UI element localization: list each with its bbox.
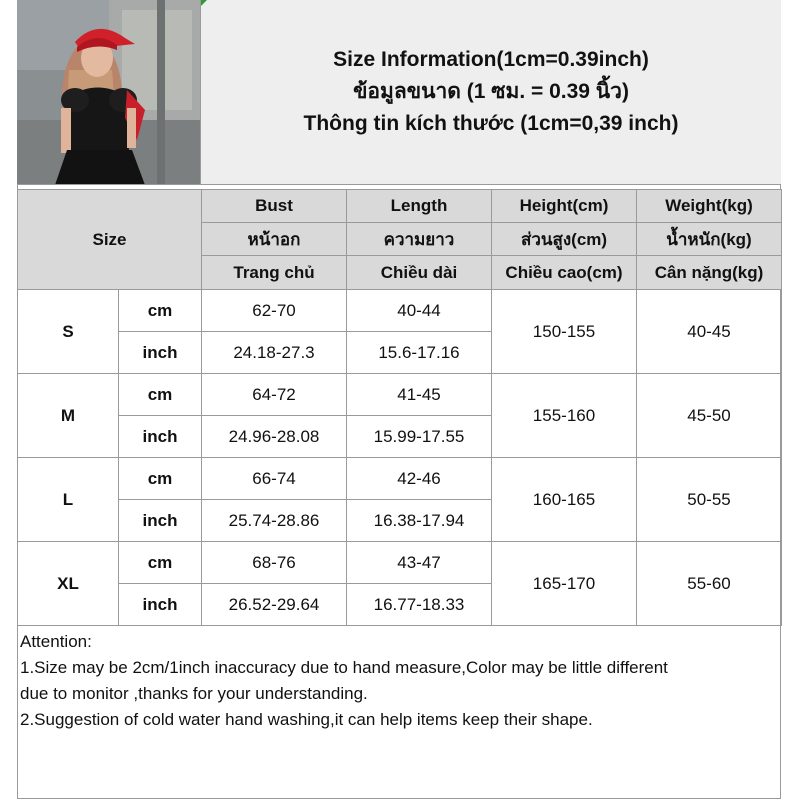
height-s: 150-155 xyxy=(492,290,637,374)
length-inch-xl: 16.77-18.33 xyxy=(347,584,492,626)
unit-inch: inch xyxy=(119,584,202,626)
bust-header-vi: Trang chủ xyxy=(202,256,347,290)
height-xl: 165-170 xyxy=(492,542,637,626)
height-header-vi: Chiều cao(cm) xyxy=(492,256,637,290)
header-line-thai: ข้อมูลขนาด (1 ซม. = 0.39 นิ้ว) xyxy=(353,80,629,103)
length-header-vi: Chiều dài xyxy=(347,256,492,290)
weight-m: 45-50 xyxy=(637,374,782,458)
height-header-th: ส่วนสูง(cm) xyxy=(492,223,637,256)
corner-marker xyxy=(201,0,207,6)
unit-inch: inch xyxy=(119,416,202,458)
unit-inch: inch xyxy=(119,500,202,542)
length-cm-s: 40-44 xyxy=(347,290,492,332)
height-l: 160-165 xyxy=(492,458,637,542)
table-row xyxy=(18,290,782,332)
model-photo-image xyxy=(17,0,201,185)
height-m: 155-160 xyxy=(492,374,637,458)
bust-inch-s: 24.18-27.3 xyxy=(202,332,347,374)
length-inch-l: 16.38-17.94 xyxy=(347,500,492,542)
weight-header-en: Weight(kg) xyxy=(637,190,782,223)
attention-title: Attention: xyxy=(20,632,92,651)
attention-note-2: 2.Suggestion of cold water hand washing,it can help items keep their shape. xyxy=(20,710,593,729)
attention-note-1-continued: due to monitor ,thanks for your understanding. xyxy=(20,684,368,703)
header-line-english: Size Information(1cm=0.39inch) xyxy=(333,48,649,71)
weight-s: 40-45 xyxy=(637,290,782,374)
unit-cm: cm xyxy=(119,290,202,332)
length-cm-m: 41-45 xyxy=(347,374,492,416)
bust-cm-s: 62-70 xyxy=(202,290,347,332)
weight-header-vi: Cân nặng(kg) xyxy=(637,256,782,290)
size-label-xl: XL xyxy=(18,542,119,626)
bust-header-en: Bust xyxy=(202,190,347,223)
bust-inch-m: 24.96-28.08 xyxy=(202,416,347,458)
product-photo xyxy=(17,0,201,185)
size-column-title: Size xyxy=(18,190,202,290)
size-table xyxy=(17,189,782,626)
unit-cm: cm xyxy=(119,458,202,500)
bust-cm-xl: 68-76 xyxy=(202,542,347,584)
length-header-th: ความยาว xyxy=(347,223,492,256)
unit-cm: cm xyxy=(119,374,202,416)
bust-inch-l: 25.74-28.86 xyxy=(202,500,347,542)
size-label-m: M xyxy=(18,374,119,458)
length-cm-xl: 43-47 xyxy=(347,542,492,584)
unit-inch: inch xyxy=(119,332,202,374)
bust-header-th: หน้าอก xyxy=(202,223,347,256)
height-header-en: Height(cm) xyxy=(492,190,637,223)
weight-header-th: น้ำหนัก(kg) xyxy=(637,223,782,256)
header-line-vietnamese: Thông tin kích thước (1cm=0,39 inch) xyxy=(303,112,679,135)
table-row xyxy=(18,374,782,416)
size-information-header xyxy=(201,0,781,185)
size-label-s: S xyxy=(18,290,119,374)
length-inch-m: 15.99-17.55 xyxy=(347,416,492,458)
length-cm-l: 42-46 xyxy=(347,458,492,500)
bust-cm-m: 64-72 xyxy=(202,374,347,416)
weight-xl: 55-60 xyxy=(637,542,782,626)
attention-notes xyxy=(17,627,781,799)
weight-l: 50-55 xyxy=(637,458,782,542)
length-inch-s: 15.6-17.16 xyxy=(347,332,492,374)
length-header-en: Length xyxy=(347,190,492,223)
bust-inch-xl: 26.52-29.64 xyxy=(202,584,347,626)
attention-note-1: 1.Size may be 2cm/1inch inaccuracy due to hand measure,Color may be little different xyxy=(20,658,668,677)
size-label-l: L xyxy=(18,458,119,542)
table-row xyxy=(18,542,782,584)
unit-cm: cm xyxy=(119,542,202,584)
bust-cm-l: 66-74 xyxy=(202,458,347,500)
table-row xyxy=(18,458,782,500)
